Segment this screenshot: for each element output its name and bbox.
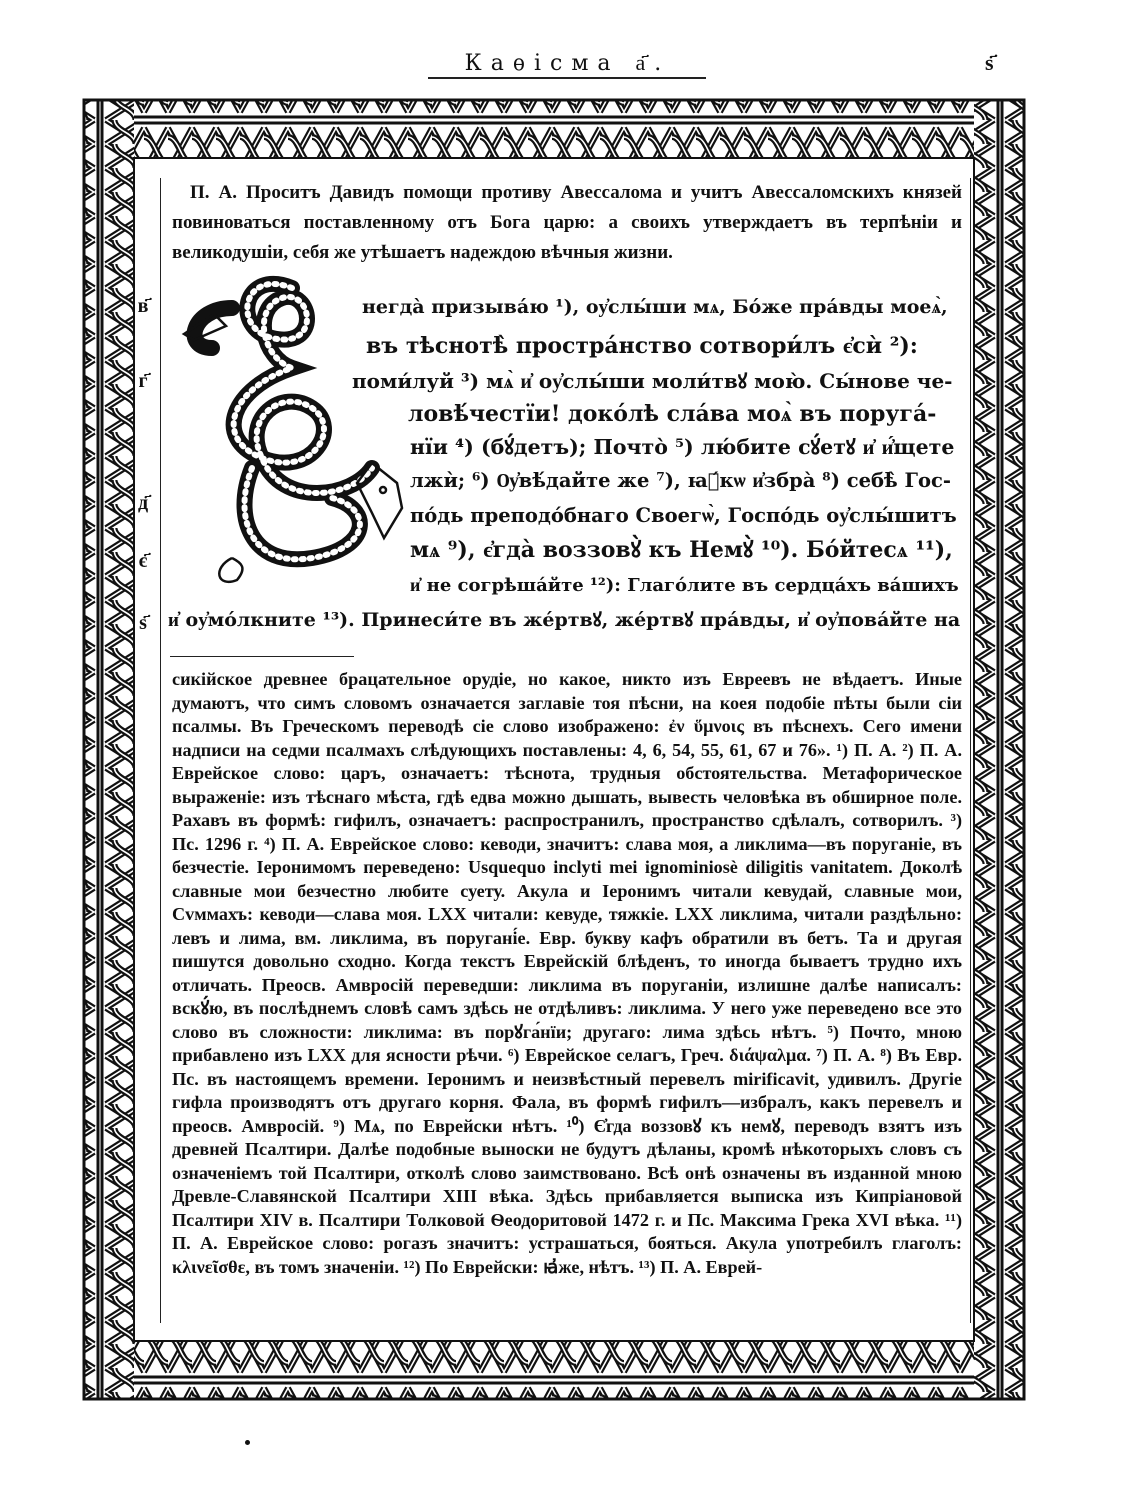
verse-number: д҃	[137, 490, 149, 514]
psalm-summary: П. А. Проситъ Давидъ помощи противу Авессалома и учитъ Авессаломскихъ князей повиноваться поставленному отъ Бога царю: а своихъ утверждаетъ въ терпѣніи и великодушіи, себя же утѣшаетъ надеждою вѣчныя жизни.	[172, 182, 962, 263]
running-title: Каѳісма а҃.	[464, 51, 671, 76]
right-column-rule	[970, 178, 971, 1323]
verse-line: въ тѣснотѣ̀ простра́нство сотвори́лъ є҆сѝ ²):	[366, 333, 918, 359]
verse-number: г҃	[138, 368, 148, 392]
verse-line: по́дь преподо́бнаго Своегѡ̀, Госпо́дь оу҆слы́шитъ	[410, 504, 957, 527]
verse-line: ловѣ́честїи! доко́лѣ сла́ва моѧ̀ въ поруга́-	[408, 401, 937, 427]
verse-line: поми́луй ³) мѧ̀ и҆ оу҆слы́ши моли́твꙋ мою̀. Сы́нове че-	[352, 369, 953, 393]
verse-line: мѧ ⁹), є҆гда̀ воззовꙋ̀ къ Немꙋ̀ ¹⁰). Бо́йтесѧ ¹¹),	[410, 537, 953, 563]
verse-number: в҃	[137, 293, 149, 317]
footnotes: сикійское древнее брацательное орудіе, но какое, никто изъ Евреевъ не вѣдаетъ. Иные думаютъ, что симъ словомъ означается заглавіе тоя пѣсни, на коея подобіе пѣты были сіи псалмы. Въ Греческомъ переводѣ сіе слово изображено: ἐν ὕμνοις въ пѣснехъ. Сего имени надписи на седми псалмахъ слѣдующихъ поставлены: 4, 6, 54, 55, 61, 67 и 76». ¹) П. А. ²) П. А. Еврейское слово: царъ, означаетъ: тѣснота, трудныя обстоятельства. Метафорическое выраженіе: изъ тѣснаго мѣста, гдѣ едва можно дышать, вывесть человѣка въ обширное поле. Рахавъ въ формѣ: гифилъ, означаетъ: распространилъ, пространство сдѣлалъ, сотворилъ. ³) Пс. 1296 г. ⁴) П. А. Еврейское слово: кеводи, значитъ: слава моя, а ликлима—въ поруганіе, въ безчестіе. Іеронимомъ переведено: Usquequo inclyti mei ignominiosè diligitis vanitatem. Доколѣ славные мои безчестно любите суету. Акула и Іеронимъ читали кевудай, славные мои, Сvммахъ: кеводи—слава моя. LXX читали: кевуде, тяжкіе. LXX ликлима, читали раздѣльно: левъ и лима, вм. ликлима, въ поругані́е. Евр. букву кафъ обратили въ бетъ. Та и другая пишутся довольно сходно. Когда текстъ Еврейскій блѣденъ, то иногда бываетъ трудно ихъ отличать. Преосв. Амвросій переведши: ликлима въ поруганіи, излишне далѣе написалъ: вскꙋ́ю, въ послѣднемъ словѣ самъ здѣсь не отдѣливъ: ликлима. У него уже переведено все это слово въ сложности: ликлима: въ порꙋга́нїи; другаго: лима здѣсь нѣтъ. ⁵) Почто, мною прибавлено изъ LXX для ясности рѣчи. ⁶) Еврейское селагъ, Греч. διάψαλμα. ⁷) П. А. ⁸) Въ Евр. Пс. въ настоящемъ времени. Іеронимъ и неизвѣстный перевелъ mirificavit, удивилъ. Другіе гифла производятъ отъ другаго корня. Фала, въ формѣ гифилъ—избралъ, какъ перевелъ и преосв. Амвросій. ⁹) Мѧ, по Еврейски нѣтъ. ¹⁰) Є҆гда воззовꙋ къ немꙋ, переводъ взятъ изъ древней Псалтири. Далѣе подобные выноски не будутъ дѣланы, кромѣ нѣкоторыхъ словъ съ означеніемъ той Псалтири, отколѣ слово заимствовано. Всѣ онѣ означены въ изданной мною Древле-Славянской Псалтири XIII вѣка. Здѣсь прибавляется выписка изъ Кипріановой Псалтири XIV в. Псалтири Толковой Ѳеодоритовой 1472 г. и Пс. Максима Грека XVI вѣка. ¹¹) П. А. Еврейское слово: рогазъ значитъ: устрашаться, бояться. Акула употребилъ глаголъ: κλινεῖσθε, въ томъ значеніи. ¹²) По Еврейски: ꙗ҆же, нѣтъ. ¹³) П. А. Еврей-	[172, 669, 962, 1277]
verse-number: ѕ҃	[139, 610, 147, 634]
verse-line: нїи ⁴) (бꙋ́детъ); Почто̀ ⁵) лю́бите сꙋ́етꙋ и҆ и҆́щете	[410, 435, 955, 459]
verse-line: и҆ оу҆мо́лкните ¹³). Принеси́те въ же́ртвꙋ, же́ртвꙋ пра́вды, и҆ оу҆пова́йте на	[168, 609, 961, 631]
verse-line: негда̀ призыва́ю ¹), оу҆слы́ши мѧ, Бо́же пра́вды моеѧ̀,	[362, 296, 948, 318]
stray-dot	[245, 1440, 250, 1445]
footnote-rule	[170, 656, 354, 657]
verse-line: лжѝ; ⁶) Ѹ҆вѣ́дайте же ⁷), ꙗ҆́кѡ и҆збра̀ ⁸) себѣ̀ Гос-	[410, 469, 951, 492]
verse-line: и҆ не согрѣша́йте ¹²): Глаго́лите въ сердца́хъ ва́шихъ	[410, 575, 959, 596]
page-number: ѕ҃	[985, 50, 994, 76]
verse-number: є҃	[138, 548, 148, 572]
left-column-rule	[160, 178, 161, 1323]
